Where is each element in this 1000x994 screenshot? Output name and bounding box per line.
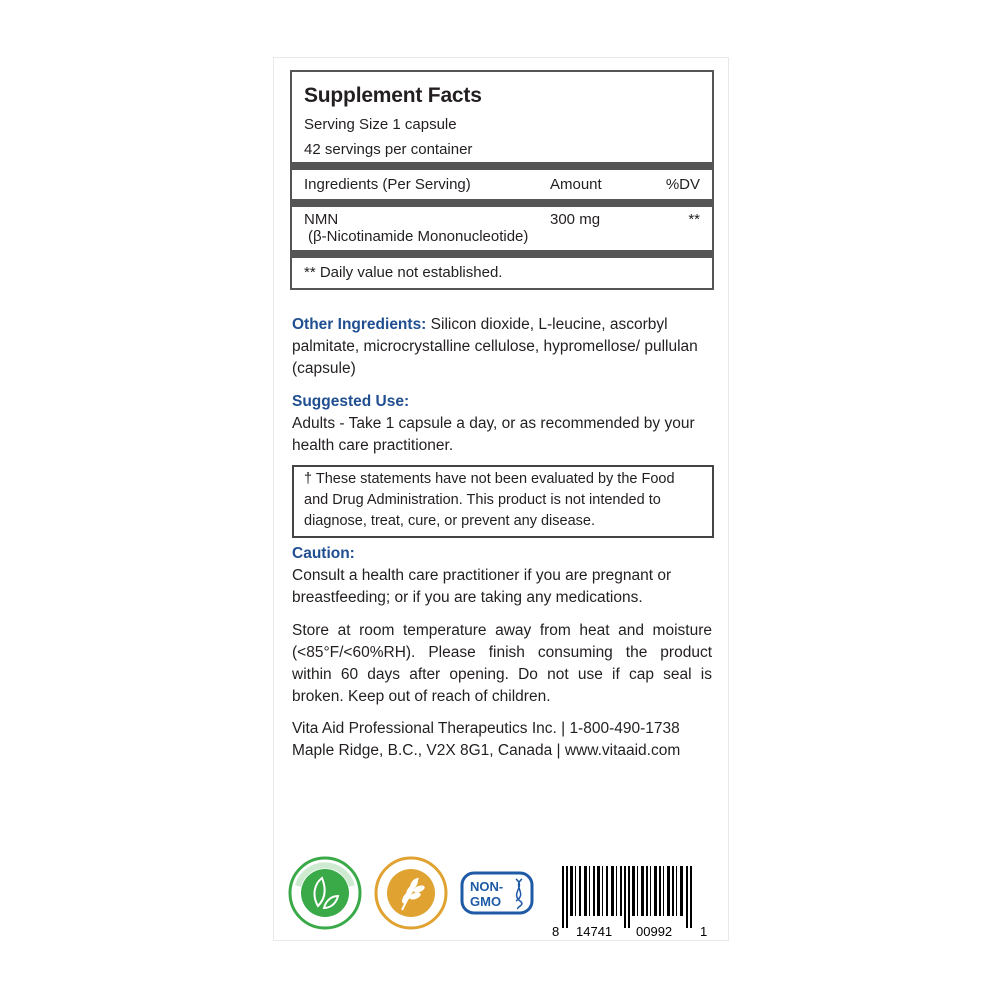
barcode-digit-4: 1 xyxy=(700,924,708,938)
fda-disclaimer: † These statements have not been evaluated by the Food and Drug Administration. This product is not intended to diagnose, treat, cure, or prevent any disease. xyxy=(292,465,714,538)
company-info xyxy=(292,718,712,762)
servings-per-container: 42 servings per container xyxy=(304,141,473,158)
suggested-use-heading: Suggested Use: xyxy=(292,393,410,410)
divider xyxy=(292,199,712,207)
svg-text:GMO: GMO xyxy=(470,894,502,909)
ingredient-amount: 300 mg xyxy=(550,211,601,228)
caution-heading: Caution: xyxy=(292,545,355,562)
col-dv: %DV xyxy=(665,176,700,193)
barcode-digit-1: 8 xyxy=(552,924,560,938)
ingredient-name: NMN xyxy=(304,211,339,228)
company-line-2: Maple Ridge, B.C., V2X 8G1, Canada | www.vitaaid.com xyxy=(292,742,681,759)
facts-footnote: ** Daily value not established. xyxy=(304,264,503,281)
vegan-badge xyxy=(288,856,362,930)
upc-barcode xyxy=(552,866,717,938)
other-ingredients-text: Silicon dioxide, L-leucine, ascorbyl palmitate, microcrystalline cellulose, hypromellose/ pullulan (capsule) xyxy=(292,316,698,377)
gluten-free-badge xyxy=(374,856,448,930)
caution xyxy=(292,543,712,609)
company-line-1: Vita Aid Professional Therapeutics Inc. | 1-800-490-1738 xyxy=(292,720,680,737)
caution-text: Consult a health care practitioner if you are pregnant or breastfeeding; or if you are taking any medications. xyxy=(292,567,672,606)
col-ingredients: Ingredients (Per Serving) xyxy=(304,176,471,193)
non-gmo-badge xyxy=(460,871,534,915)
suggested-use-text: Adults - Take 1 capsule a day, or as recommended by your health care practitioner. xyxy=(292,415,695,454)
other-ingredients-heading: Other Ingredients: xyxy=(292,316,427,333)
supplement-facts-table xyxy=(290,70,714,290)
storage-instructions: Store at room temperature away from heat and moisture (<85°F/<60%RH). Please finish consuming the product within 60 days after opening. Do not use if cap seal is broken. Keep out of reach of children. xyxy=(292,622,712,705)
col-amount: Amount xyxy=(550,176,602,193)
table-header xyxy=(292,170,712,199)
divider xyxy=(292,162,712,170)
suggested-use xyxy=(292,391,712,457)
ingredient-subname: (β-Nicotinamide Mononucleotide) xyxy=(308,228,529,245)
barcode-digits-3: 00992 xyxy=(636,924,673,938)
other-ingredients xyxy=(292,314,712,380)
divider xyxy=(292,250,712,258)
table-row xyxy=(292,207,712,250)
svg-text:NON-: NON- xyxy=(470,879,504,894)
barcode-digits-2: 14741 xyxy=(576,924,613,938)
serving-size: Serving Size 1 capsule xyxy=(304,116,457,133)
facts-title: Supplement Facts xyxy=(304,84,482,107)
certification-badges xyxy=(288,856,534,930)
ingredient-dv: ** xyxy=(688,211,700,228)
